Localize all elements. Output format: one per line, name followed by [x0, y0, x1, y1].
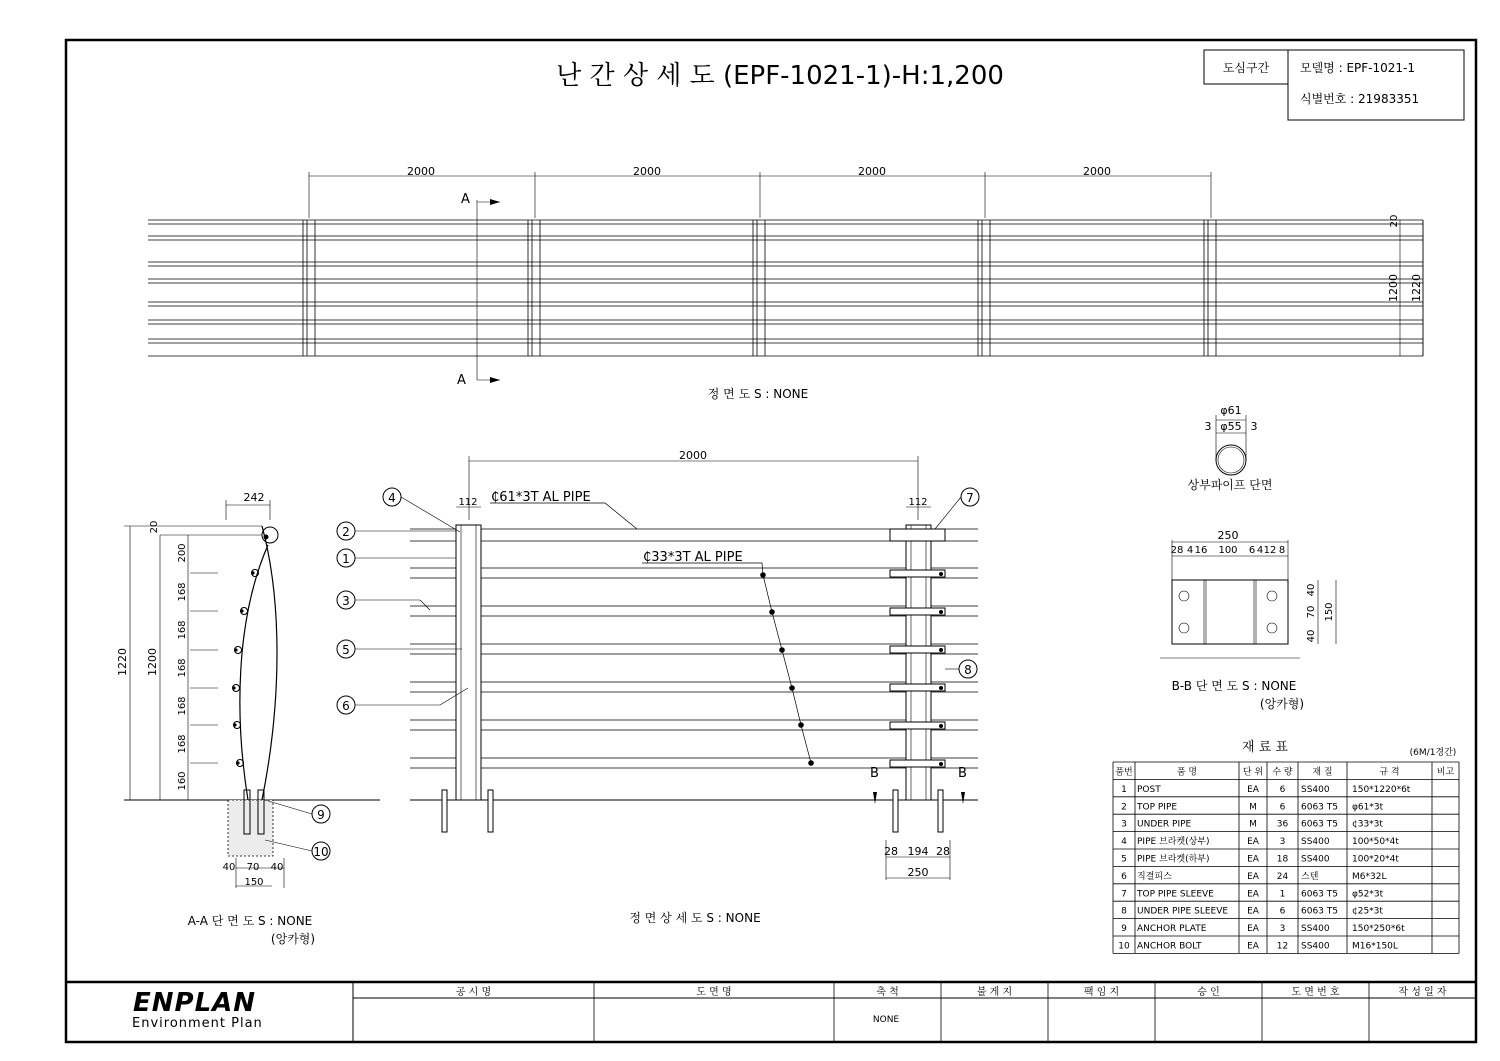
bb-dim-8: 8 — [1278, 545, 1286, 556]
materials-cell: UNDER PIPE SLEEVE — [1137, 906, 1229, 917]
materials-note: (6M/1경간) — [1409, 748, 1457, 758]
section-label: 도심구간 — [1222, 61, 1270, 75]
materials-cell: SS400 — [1301, 941, 1330, 952]
aa-subcaption: (앙카형) — [270, 932, 316, 946]
bb-h-40-top: 40 — [1306, 583, 1317, 597]
id-label: 식별번호 : 21983351 — [1300, 92, 1420, 106]
materials-cell: EA — [1247, 784, 1259, 795]
span-dim-2: 2000 — [633, 165, 661, 178]
materials-cell: EA — [1247, 941, 1259, 952]
title-block-header: 팩 임 지 — [1083, 987, 1120, 998]
title-block-header: 승 인 — [1197, 987, 1220, 998]
company-logo-sub: Environment Plan — [132, 1016, 263, 1031]
aa-callout-10: 10 — [313, 845, 329, 859]
materials-cell: 6063 T5 — [1301, 819, 1338, 830]
materials-cell: 3 — [1279, 924, 1286, 935]
under-pipe-leader — [642, 563, 811, 763]
materials-cell: EA — [1247, 837, 1259, 848]
company-logo: ENPLAN — [133, 988, 257, 1018]
span-dim-3: 2000 — [858, 165, 886, 178]
callout-6: 6 — [342, 699, 350, 713]
aa-section — [116, 491, 380, 946]
post-width-right: 112 — [908, 497, 928, 508]
detail-span-dim: 2000 — [679, 449, 707, 462]
title-block-header: 불 게 지 — [976, 987, 1013, 998]
pipe-outer-circle — [1216, 445, 1246, 475]
materials-header: 품 명 — [1176, 767, 1198, 778]
detail-base-dim-1: 28 — [884, 845, 898, 858]
section-mark-a-bottom: A — [457, 373, 466, 388]
drawing-title: 난 간 상 세 도 (EPF-1021-1)-H:1,200 — [556, 61, 1004, 91]
aa-spacing-7: 160 — [177, 771, 188, 791]
materials-cell: TOP PIPE SLEEVE — [1137, 889, 1214, 900]
materials-cell: 6063 T5 — [1301, 906, 1338, 917]
span-dim-4: 2000 — [1083, 165, 1111, 178]
callout-5: 5 — [342, 643, 350, 657]
under-pipe-label: ₵33*3T AL PIPE — [643, 550, 743, 565]
detail-caption: 정 면 상 세 도 S : NONE — [629, 911, 761, 925]
model-label: 모델명 : EPF-1021-1 — [1300, 61, 1416, 75]
materials-cell: 3 — [1121, 819, 1127, 830]
detail-callouts — [337, 488, 979, 714]
materials-cell: EA — [1247, 854, 1259, 865]
materials-title: 재 료 표 — [1242, 740, 1288, 755]
materials-cell: 4 — [1121, 837, 1127, 848]
title-block-header: 축 척 — [876, 987, 899, 998]
materials-cell: 36 — [1276, 819, 1289, 830]
front-view — [148, 165, 1423, 401]
materials-cell: EA — [1247, 871, 1259, 882]
bb-dim-3: 16 — [1194, 545, 1208, 556]
detail-base-dim-2: 194 — [907, 845, 929, 858]
detail-post-left — [456, 525, 481, 800]
aa-base-dim-2: 70 — [246, 862, 260, 873]
section-mark-a-top: A — [461, 192, 470, 207]
materials-cell: 6 — [1279, 906, 1286, 917]
aa-spacing-5: 168 — [177, 696, 188, 716]
materials-cell: SS400 — [1301, 854, 1330, 865]
aa-base-total: 150 — [244, 877, 264, 888]
materials-cell: 6063 T5 — [1301, 802, 1338, 813]
aa-dim-1200: 1200 — [146, 648, 159, 676]
info-box — [1204, 50, 1464, 120]
materials-cell: 9 — [1121, 924, 1127, 935]
materials-cell: EA — [1247, 906, 1259, 917]
materials-cell: 3 — [1279, 837, 1286, 848]
title-block — [132, 982, 1476, 1042]
bb-dim-4: 100 — [1218, 545, 1238, 556]
callout-3: 3 — [342, 594, 350, 608]
aa-curved-post — [262, 526, 277, 800]
materials-cell: 100*50*4t — [1352, 837, 1399, 848]
bb-width-dim: 250 — [1217, 529, 1239, 542]
bb-dim-2: 4 — [1186, 545, 1194, 556]
materials-cell: 12 — [1276, 941, 1289, 952]
materials-cell: 2 — [1121, 802, 1127, 813]
materials-cell: 직결피스 — [1137, 871, 1172, 882]
materials-cell: M — [1249, 802, 1257, 813]
aa-caption: A-A 단 면 도 S : NONE — [187, 914, 313, 928]
materials-cell: φ61*3t — [1352, 802, 1384, 813]
bb-dim-6: 4 — [1256, 545, 1264, 556]
materials-cell: 5 — [1121, 854, 1127, 865]
pipe-wall-right: 3 — [1250, 420, 1258, 433]
materials-header: 단 위 — [1242, 767, 1264, 778]
aa-width-dim: 242 — [243, 491, 265, 504]
front-rails — [148, 220, 1423, 356]
materials-cell: 18 — [1276, 854, 1289, 865]
callout-7: 7 — [966, 491, 974, 505]
materials-cell: M16*150L — [1352, 941, 1398, 952]
bb-h-40-bottom: 40 — [1306, 629, 1317, 643]
materials-cell: 150*1220*6t — [1352, 784, 1411, 795]
materials-cell: 7 — [1121, 889, 1127, 900]
materials-cell: 6 — [1279, 784, 1286, 795]
section-mark-b-right: B — [958, 766, 967, 781]
scale-value: NONE — [872, 1015, 900, 1025]
materials-cell: SS400 — [1301, 784, 1330, 795]
materials-cell: 100*20*4t — [1352, 854, 1399, 865]
bb-dim-5: 6 — [1248, 545, 1256, 556]
materials-header: 수 량 — [1272, 767, 1293, 778]
detail-anchor-bolts — [442, 790, 943, 832]
materials-cell: SS400 — [1301, 924, 1330, 935]
aa-spacing-4: 168 — [177, 658, 188, 678]
aa-base-dim-3: 40 — [270, 862, 284, 873]
callout-1: 1 — [342, 552, 350, 566]
bb-h-70: 70 — [1306, 605, 1317, 619]
materials-cell: PIPE 브라켓(하부) — [1137, 854, 1210, 865]
title-block-header: 도 면 명 — [696, 987, 732, 998]
materials-cell: 1 — [1279, 889, 1286, 900]
materials-cell: EA — [1247, 924, 1259, 935]
materials-cell: 스텐 — [1301, 871, 1319, 882]
materials-cell: 10 — [1118, 941, 1130, 952]
callout-4: 4 — [388, 491, 396, 505]
span-dim-1: 2000 — [407, 165, 435, 178]
aa-dim-1220: 1220 — [116, 648, 129, 676]
materials-cell: 8 — [1121, 906, 1127, 917]
materials-header: 품번 — [1115, 767, 1133, 778]
title-block-header: 도 면 번 호 — [1291, 987, 1340, 998]
front-dim-1220: 1220 — [1410, 274, 1423, 302]
post-width-left: 112 — [458, 497, 478, 508]
callout-8: 8 — [964, 663, 972, 677]
title-block-header: 작 성 일 자 — [1398, 987, 1447, 998]
top-pipe-label: ₵61*3T AL PIPE — [491, 490, 591, 505]
materials-cell: POST — [1137, 784, 1161, 795]
materials-cell: M — [1249, 819, 1257, 830]
bb-plate — [1172, 580, 1288, 644]
pipe-outer-dim: φ61 — [1220, 404, 1242, 417]
materials-header: 규 격 — [1379, 767, 1400, 778]
top-pipe-caption: 상부파이프 단면 — [1187, 478, 1273, 492]
pipe-inner-dim: φ55 — [1220, 420, 1242, 433]
materials-header: 재 질 — [1312, 767, 1333, 778]
materials-cell: φ52*3t — [1352, 889, 1384, 900]
bb-caption: B-B 단 면 도 S : NONE — [1171, 679, 1297, 693]
materials-cell: M6*32L — [1352, 871, 1387, 882]
top-pipe-section — [1188, 404, 1273, 492]
bb-dim-1: 28 — [1170, 545, 1184, 556]
aa-base-dim-1: 40 — [222, 862, 236, 873]
pipe-inner-circle — [1218, 447, 1244, 473]
aa-dim-top: 20 — [149, 520, 160, 534]
aa-spacing-2: 168 — [177, 582, 188, 602]
materials-cell: 24 — [1276, 871, 1289, 882]
materials-cell: 6 — [1121, 871, 1127, 882]
title-block-header: 공 시 명 — [455, 987, 492, 998]
bb-subcaption: (앙카형) — [1259, 697, 1305, 711]
materials-header: 비고 — [1436, 767, 1455, 778]
detail-view — [337, 449, 979, 925]
materials-cell: UNDER PIPE — [1137, 819, 1192, 830]
front-view-caption: 정 면 도 S : NONE — [707, 387, 809, 401]
bb-section — [1160, 529, 1336, 711]
front-dim-20: 20 — [1389, 214, 1400, 228]
section-mark-b-left: B — [870, 766, 879, 781]
aa-spacing-3: 168 — [177, 620, 188, 640]
materials-cell: 150*250*6t — [1352, 924, 1405, 935]
materials-cell: 6063 T5 — [1301, 889, 1338, 900]
materials-cell: ANCHOR PLATE — [1137, 924, 1207, 935]
materials-cell: 6 — [1279, 802, 1286, 813]
callout-2: 2 — [342, 525, 350, 539]
materials-cell: 1 — [1121, 784, 1127, 795]
front-dim-1200: 1200 — [1387, 274, 1400, 302]
aa-callout-9: 9 — [317, 808, 325, 822]
materials-cell: SS400 — [1301, 837, 1330, 848]
detail-base-total: 250 — [907, 866, 929, 879]
detail-base-dim-3: 28 — [936, 845, 950, 858]
materials-cell: ¢25*3t — [1352, 906, 1383, 917]
materials-cell: ¢33*3t — [1352, 819, 1383, 830]
materials-cell: ANCHOR BOLT — [1137, 941, 1202, 952]
materials-cell: PIPE 브라켓(상부) — [1137, 837, 1210, 848]
aa-spacing-6: 168 — [177, 734, 188, 754]
materials-table — [1113, 739, 1459, 953]
pipe-wall-left: 3 — [1204, 420, 1212, 433]
materials-cell: TOP PIPE — [1137, 802, 1178, 813]
materials-cell: EA — [1247, 889, 1259, 900]
bb-dim-7: 12 — [1263, 545, 1277, 556]
bb-h-total: 150 — [1324, 602, 1335, 622]
aa-spacing-1: 200 — [177, 543, 188, 563]
detail-post-right — [906, 525, 931, 800]
